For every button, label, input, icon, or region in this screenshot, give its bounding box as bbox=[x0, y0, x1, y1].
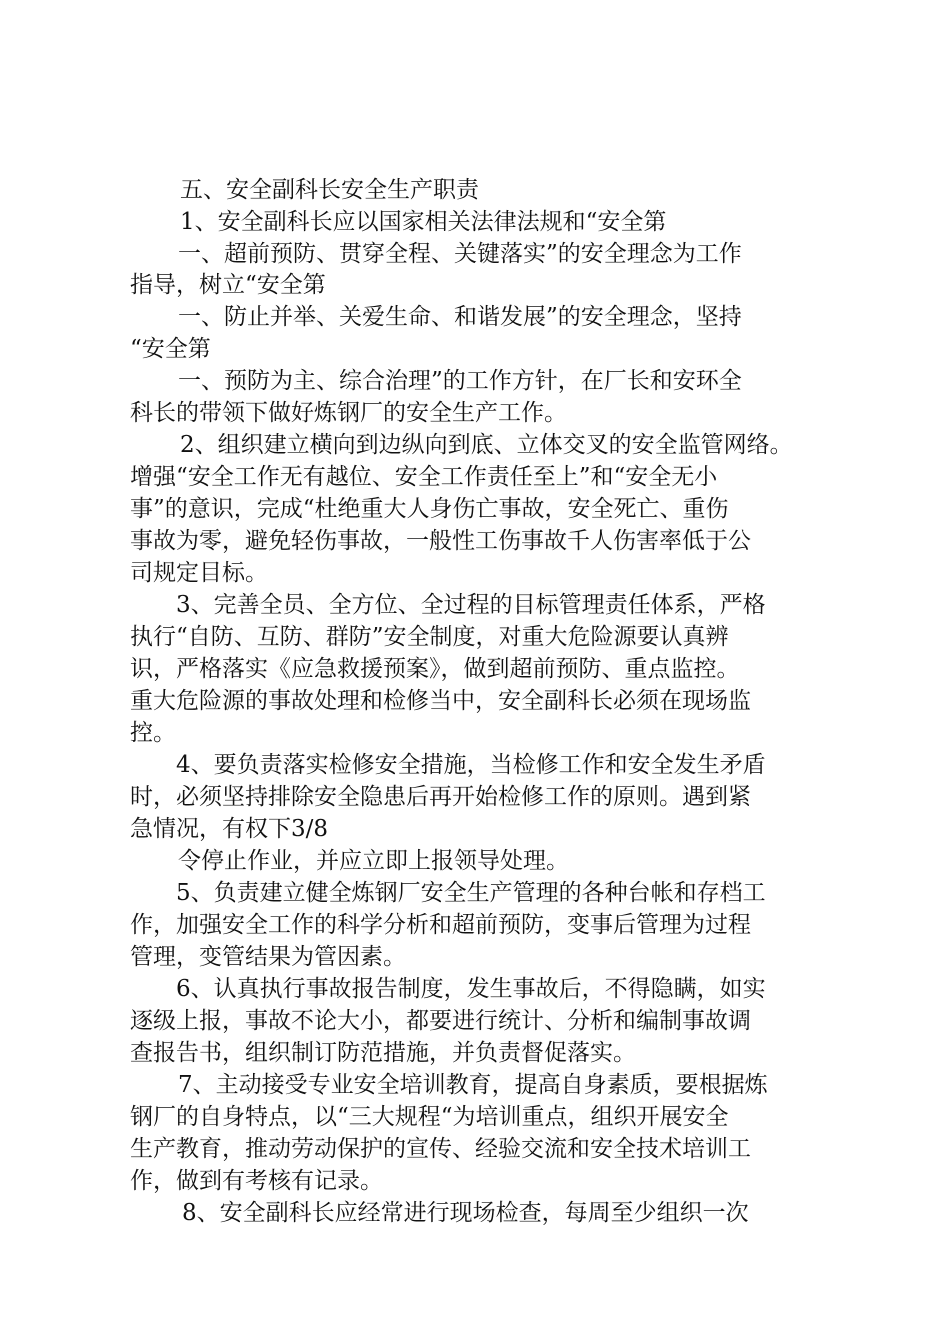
paragraph-line: 钢厂的自身特点，以“三大规程“为培训重点，组织开展安全 bbox=[130, 1104, 729, 1130]
paragraph-line: 5、负责建立健全炼钢厂安全生产管理的各种台帐和存档工 bbox=[176, 880, 766, 906]
paragraph-line: 令停止作业，并应立即上报领导处理。 bbox=[178, 848, 569, 874]
paragraph-line: 控。 bbox=[130, 720, 176, 746]
paragraph-line: 事故为零，避免轻伤事故，一般性工伤事故千人伤害率低于公 bbox=[130, 528, 751, 554]
paragraph-line: “安全第 bbox=[130, 336, 211, 362]
paragraph-line: 生产教育，推动劳动保护的宣传、经验交流和安全技术培训工 bbox=[130, 1136, 751, 1162]
paragraph-line: 增强“安全工作无有越位、安全工作责任至上”和“安全无小 bbox=[130, 464, 718, 490]
paragraph-line: 8、安全副科长应经常进行现场检查，每周至少组织一次 bbox=[182, 1200, 749, 1226]
paragraph-line: 3、完善全员、全方位、全过程的目标管理责任体系，严格 bbox=[176, 592, 766, 618]
paragraph-line: 时，必须坚持排除安全隐患后再开始检修工作的原则。遇到紧 bbox=[130, 784, 751, 810]
paragraph-line: 2、组织建立横向到边纵向到底、立体交叉的安全监管网络。 bbox=[180, 432, 793, 458]
paragraph-line: 管理，变管结果为管因素。 bbox=[130, 944, 406, 970]
paragraph-line: 作，做到有考核有记录。 bbox=[130, 1168, 383, 1194]
paragraph-line: 作，加强安全工作的科学分析和超前预防，变事后管理为过程 bbox=[130, 912, 751, 938]
paragraph-line: 指导，树立“安全第 bbox=[130, 272, 326, 298]
paragraph-line: 1、安全副科长应以国家相关法律法规和“安全第 bbox=[180, 209, 667, 235]
paragraph-line: 重大危险源的事故处理和检修当中，安全副科长必须在现场监 bbox=[130, 688, 751, 714]
section-heading: 五、安全副科长安全生产职责 bbox=[180, 177, 479, 203]
paragraph-line: 7、主动接受专业安全培训教育，提高自身素质，要根据炼 bbox=[178, 1072, 768, 1098]
paragraph-line: 查报告书，组织制订防范措施，并负责督促落实。 bbox=[130, 1040, 636, 1066]
paragraph-line: 司规定目标。 bbox=[130, 560, 268, 586]
paragraph-line: 一、防止并举、关爱生命、和谐发展”的安全理念，坚持 bbox=[178, 304, 742, 330]
paragraph-line: 一、预防为主、综合治理”的工作方针，在厂长和安环全 bbox=[178, 368, 742, 394]
paragraph-line: 6、认真执行事故报告制度，发生事故后，不得隐瞒，如实 bbox=[176, 976, 766, 1002]
paragraph-line: 急情况，有权下3/8 bbox=[130, 816, 329, 842]
paragraph-line: 识，严格落实《应急救援预案》，做到超前预防、重点监控。 bbox=[130, 656, 740, 682]
paragraph-line: 4、要负责落实检修安全措施，当检修工作和安全发生矛盾 bbox=[176, 752, 766, 778]
paragraph-line: 执行“自防、互防、群防”安全制度，对重大危险源要认真辨 bbox=[130, 624, 729, 650]
paragraph-line: 事”的意识，完成“杜绝重大人身伤亡事故，安全死亡、重伤 bbox=[130, 496, 729, 522]
paragraph-line: 科长的带领下做好炼钢厂的安全生产工作。 bbox=[130, 400, 567, 426]
paragraph-line: 逐级上报，事故不论大小，都要进行统计、分析和编制事故调 bbox=[130, 1008, 751, 1034]
paragraph-line: 一、超前预防、贯穿全程、关键落实”的安全理念为工作 bbox=[178, 241, 742, 267]
